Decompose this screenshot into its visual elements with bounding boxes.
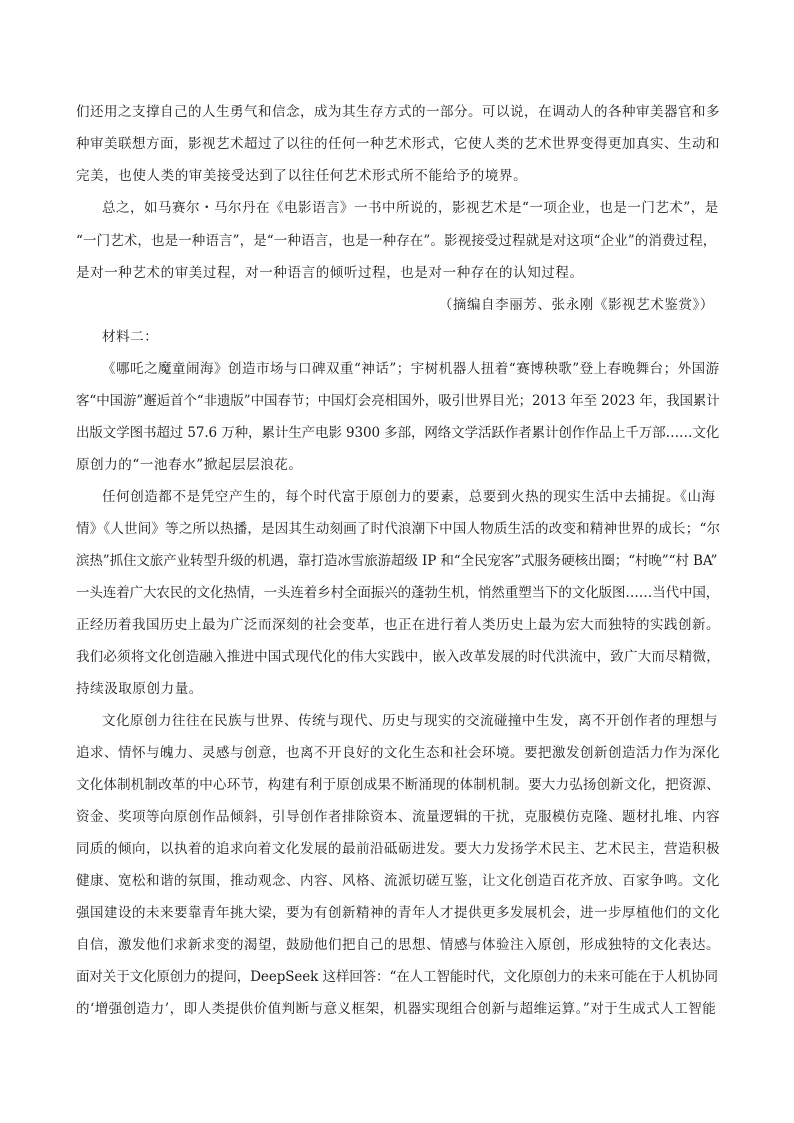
text-line: 强国建设的未来要靠青年挑大梁，要为有创新精神的青年人才提供更多发展机会，进一步厚植他们的文化 — [76, 905, 720, 921]
text-line: “一门艺术，也是一种语言”，是“一种语言，也是一种存在”。影视接受过程就是对这项“企业”的消费过程， — [76, 233, 717, 249]
text-line: 滨热”抓住文旅产业转型升级的机遇，靠打造冰雪旅游超级 IP 和“全民宠客”式服务硬核出圈；“村晚”“村 BA” — [76, 553, 718, 569]
paragraph-start: 文化原创力往往在民族与世界、传统与现代、历史与现实的交流碰撞中生发，离不开创作者的理想与 — [102, 713, 718, 729]
paragraph-start: 任何创造都不是凭空产生的，每个时代富于原创力的要素，总要到火热的现实生活中去捕捉。《山海 — [102, 489, 716, 505]
section-heading: 材料二： — [102, 329, 159, 345]
text-line: 情》《人世间》等之所以热播，是因其生动刻画了时代浪潮下中国人物质生活的改变和精神世界的成长；“尔 — [76, 521, 721, 537]
text-line: 同质的倾向，以执着的追求向着文化发展的最前沿砥砺进发。要大力发扬学术民主、艺术民主，营造积极 — [76, 841, 720, 857]
text-line: 完美，也使人类的审美接受达到了以往任何艺术形式所不能给予的境界。 — [76, 168, 528, 184]
text-line: 原创力的“一池春水”掀起层层浪花。 — [76, 457, 303, 473]
text-line: 自信，激发他们求新求变的渴望，鼓励他们把自己的思想、情感与体验注入原创，形成独特的文化表达。 — [76, 937, 720, 953]
text-line: 健康、宽松和谐的氛围，推动观念、内容、风格、流派切磋互鉴，让文化创造百花齐放、百家争鸣。文化 — [76, 873, 720, 889]
text-line: 文化体制机制改革的中心环节，构建有利于原创成果不断涌现的体制机制。要大力弘扬创新文化，把资源、 — [76, 777, 720, 793]
text-line: 们还用之支撑自己的人生勇气和信念，成为其生存方式的一部分。可以说，在调动人的各种审美器官和多 — [76, 104, 720, 120]
text-line: 追求、情怀与魄力、灵感与创意，也离不开良好的文化生态和社会环境。要把激发创新创造活力作为深化 — [76, 745, 720, 761]
text-line: 的‘增强创造力’，即人类提供价值判断与意义框架，机器实现组合创新与超维运算。”对于生成式人工智能 — [76, 1001, 717, 1017]
paragraph-start: 《哪吒之魔童闹海》创造市场与口碑双重“神话”；宇树机器人扭着“赛博秧歌”登上春晚舞台；外国游 — [102, 361, 720, 377]
text-line: 是对一种艺术的审美过程，对一种语言的倾听过程，也是对一种存在的认知过程。 — [76, 265, 584, 281]
text-line: 正经历着我国历史上最为广泛而深刻的社会变革，也正在进行着人类历史上最为宏大而独特的实践创新。 — [76, 617, 720, 633]
text-line: 出版文学图书超过 57.6 万种，累计生产电影 9300 多部，网络文学活跃作者累计创作作品上千万部……文化 — [76, 425, 720, 441]
source-citation: （摘编自李丽芳、张永刚《影视艺术鉴赏》） — [438, 297, 714, 313]
paragraph-start: 总之，如马赛尔・马尔丹在《电影语言》一书中所说的，影视艺术是“一项企业，也是一门艺术”，是 — [102, 200, 719, 216]
text-line: 持续汲取原创力量。 — [76, 681, 203, 697]
text-line: 我们必须将文化创造融入推进中国式现代化的伟大实践中，嵌入改革发展的时代洪流中，致广大而尽精微， — [76, 649, 720, 665]
text-line: 种审美联想方面，影视艺术超过了以往的任何一种艺术形式，它使人类的艺术世界变得更加真实、生动和 — [76, 136, 720, 152]
text-line: 资金、奖项等向原创作品倾斜，引导创作者排除资本、流量逻辑的干扰，克服模仿克隆、题材扎堆、内容 — [76, 809, 720, 825]
text-line: 一头连着广大农民的文化热情，一头连着乡村全面振兴的蓬勃生机，悄然重塑当下的文化版图……当代中国， — [76, 585, 720, 601]
text-line: 面对关于文化原创力的提问，DeepSeek 这样回答：“在人工智能时代，文化原创力的未来可能在于人机协同 — [76, 969, 718, 985]
text-line: 客“中国游”邂逅首个“非遗版”中国春节；中国灯会亮相国外，吸引世界目光；2013 年至 2023 年，我国累计 — [76, 393, 720, 409]
